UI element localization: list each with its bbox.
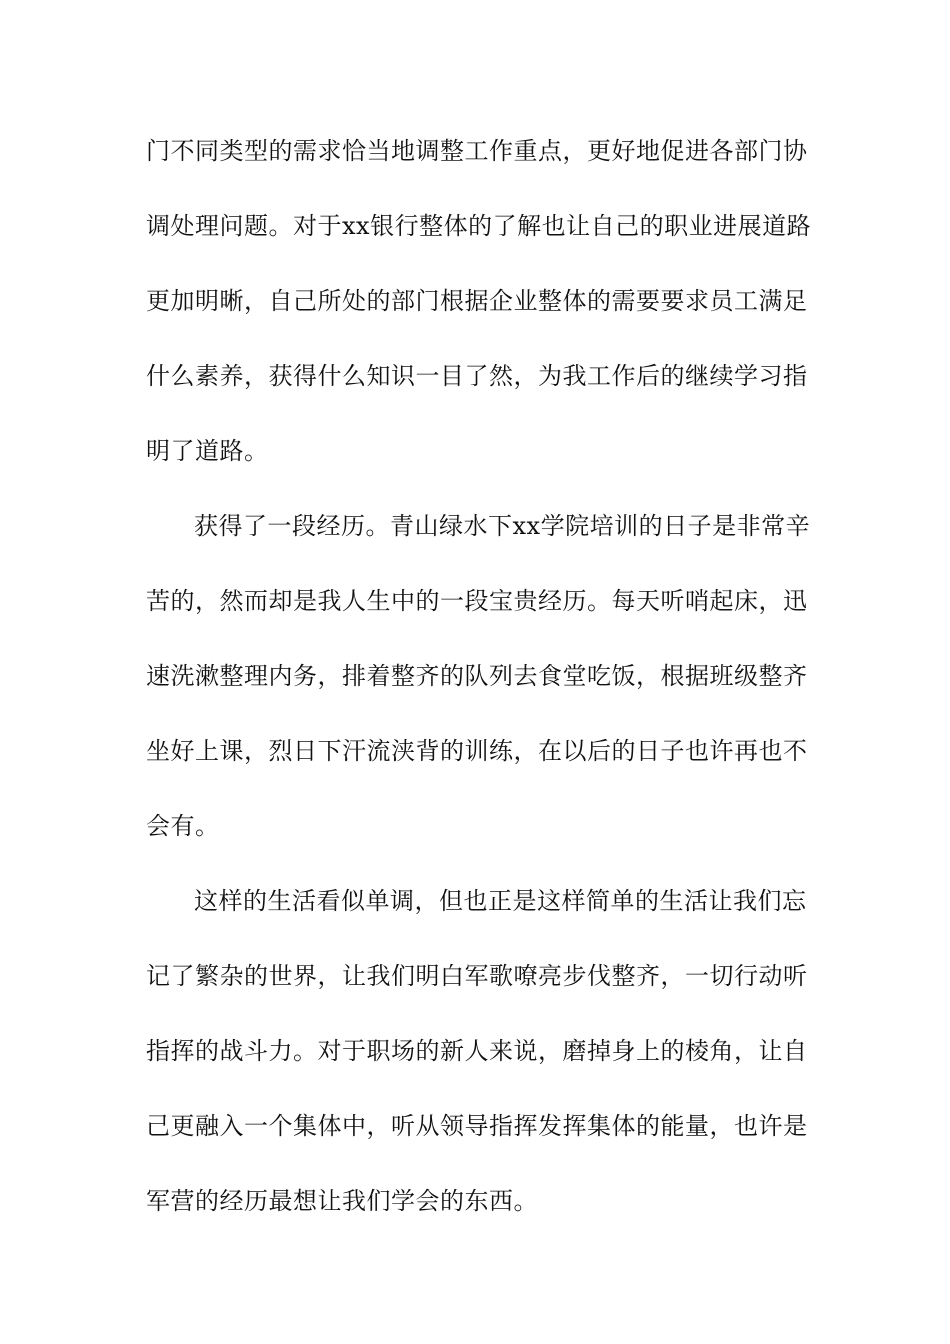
text-line: 更加明晰，自己所处的部门根据企业整体的需要要求员工满足: [146, 287, 808, 315]
text-line: 这样的生活看似单调，但也正是这样简单的生活让我们忘: [194, 887, 807, 915]
text-line: 什么素养，获得什么知识一目了然，为我工作后的继续学习指: [146, 362, 808, 390]
text-line: 门不同类型的需求恰当地调整工作重点，更好地促进各部门协: [146, 137, 808, 165]
text-line: 会有。: [146, 812, 220, 840]
text-line: 指挥的战斗力。对于职场的新人来说，磨掉身上的棱角，让自: [146, 1037, 808, 1065]
text-line: 己更融入一个集体中，听从领导指挥发挥集体的能量，也许是: [146, 1112, 808, 1140]
text-line: 明了道路。: [146, 437, 269, 465]
text-line: 苦的，然而却是我人生中的一段宝贵经历。每天听哨起床，迅: [146, 587, 808, 615]
text-line: 调处理问题。对于xx银行整体的了解也让自己的职业进展道路: [146, 212, 812, 240]
text-line: 军营的经历最想让我们学会的东西。: [146, 1187, 538, 1215]
text-line: 记了繁杂的世界，让我们明白军歌嘹亮步伐整齐，一切行动听: [146, 962, 808, 990]
text-line: 获得了一段经历。青山绿水下xx学院培训的日子是非常辛: [194, 512, 811, 540]
text-line: 速洗漱整理内务，排着整齐的队列去食堂吃饭，根据班级整齐: [146, 662, 808, 690]
text-line: 坐好上课，烈日下汗流浃背的训练，在以后的日子也许再也不: [146, 737, 808, 765]
